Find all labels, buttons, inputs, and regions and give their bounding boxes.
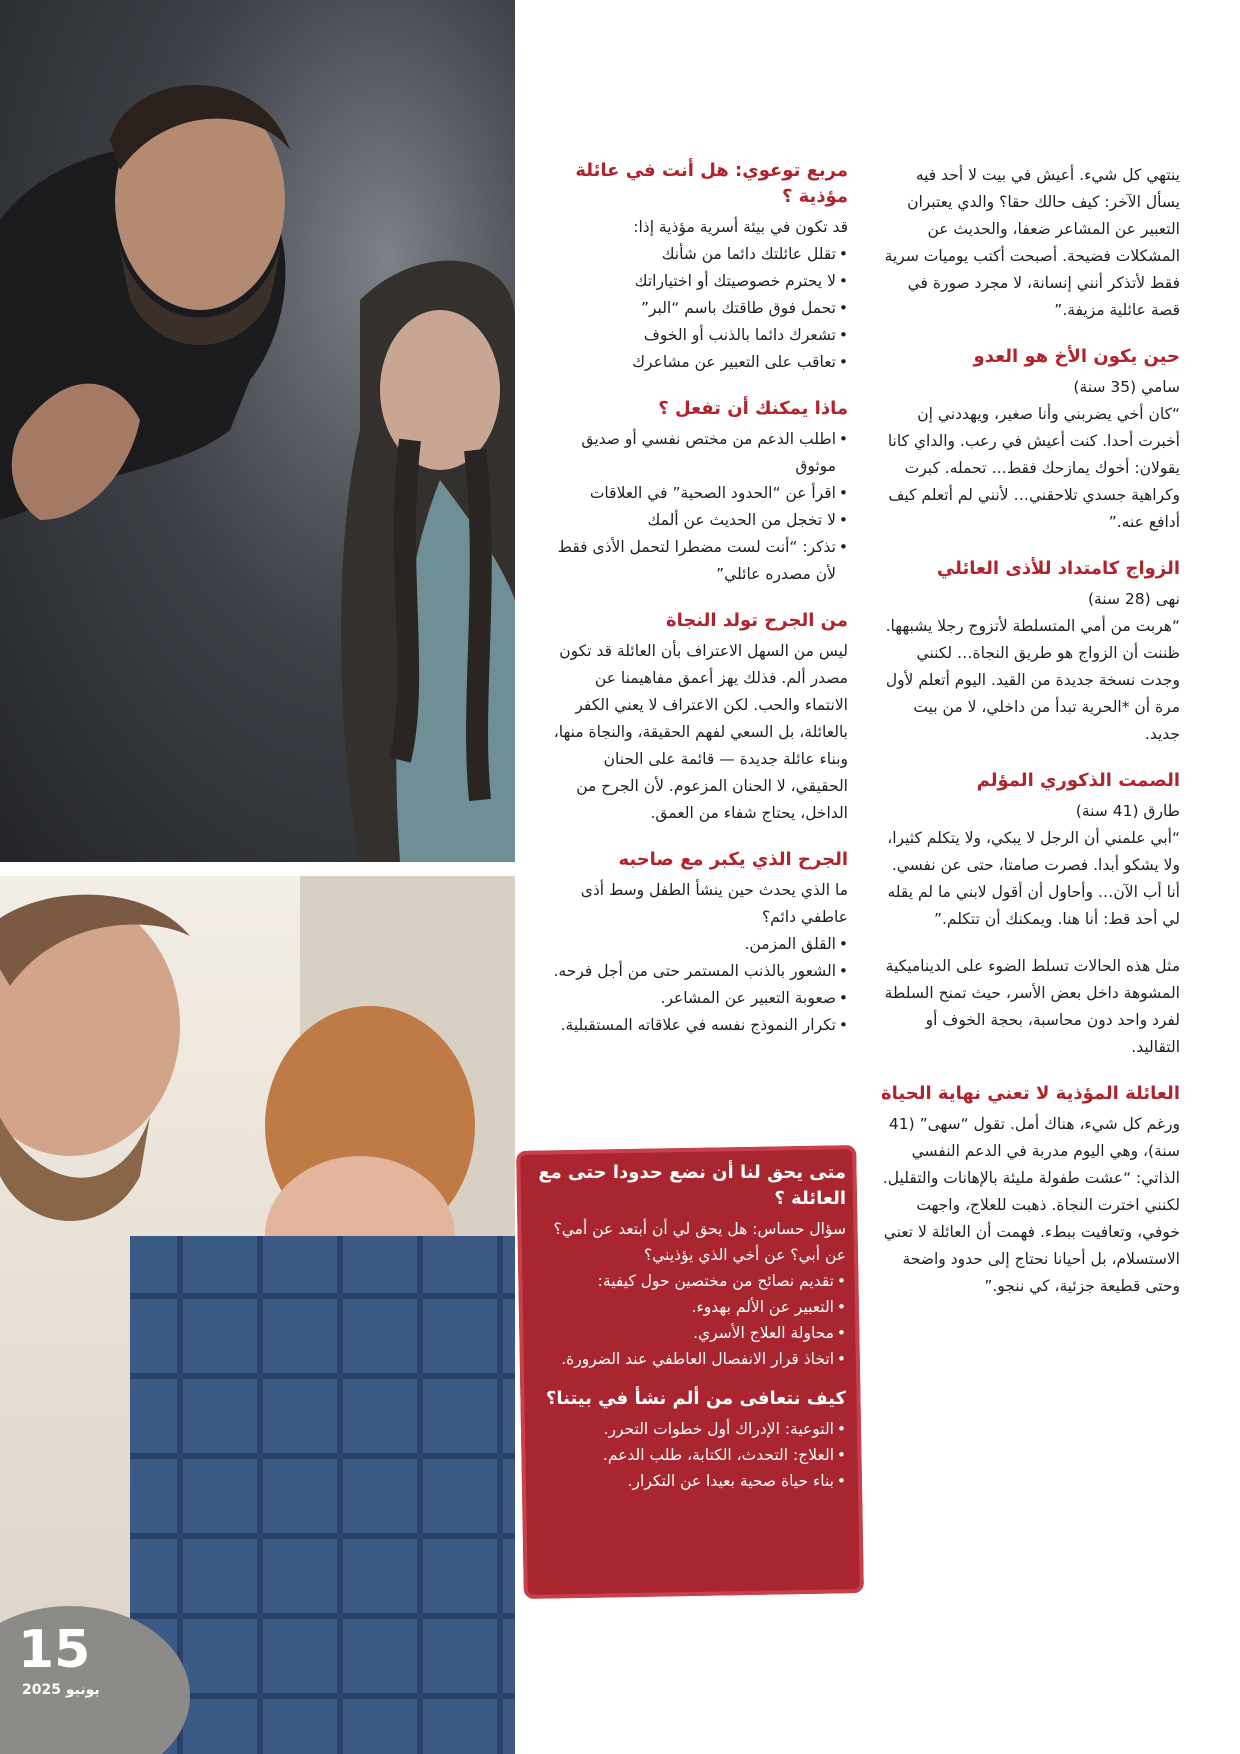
section-survival <box>553 608 848 827</box>
list-item: • تقلل عائلتك دائما من شأنك <box>553 241 848 268</box>
section-awareness-box <box>553 158 848 376</box>
list-item: • التعبير عن الألم بهدوء. <box>536 1294 846 1320</box>
section-growing-wound <box>553 847 848 1039</box>
list-item: • اقرأ عن “الحدود الصحية” في العلاقات <box>553 480 848 507</box>
bullet-list <box>536 1416 846 1494</box>
callout-title-2: كيف نتعافى من ألم نشأ في بيتنا؟ <box>545 1388 846 1409</box>
section-title: من الجرح تولد النجاة <box>665 610 848 631</box>
section-title: الصمت الذكوري المؤلم <box>976 770 1180 791</box>
list-item: • تعاقب على التعبير عن مشاعرك <box>553 349 848 376</box>
section-what-can-you-do <box>553 396 848 588</box>
bullet-list <box>553 426 848 588</box>
list-item: • القلق المزمن. <box>553 931 848 958</box>
list-item: • اتخاذ قرار الانفصال العاطفي عند الضرورة. <box>536 1346 846 1372</box>
bullet-list <box>553 241 848 376</box>
list-item: • صعوبة التعبير عن المشاعر. <box>553 985 848 1012</box>
callout-box <box>536 1160 846 1494</box>
callout-question: سؤال حساس: هل يحق لي أن أبتعد عن أمي؟ عن أبي؟ عن أخي الذي يؤذيني؟ <box>553 1220 846 1264</box>
list-item: • تحمل فوق طاقتك باسم “البر” <box>553 295 848 322</box>
list-item: • العلاج: التحدث، الكتابة، طلب الدعم. <box>536 1442 846 1468</box>
section-text: مثل هذه الحالات تسلط الضوء على الديناميكية المشوهة داخل بعض الأسر، حيث تمنح السلطة لفرد واحد دون محاسبة، بحجة الخوف أو التقاليد. <box>884 957 1180 1056</box>
section-text: ورغم كل شيء، هناك أمل. تقول “سهى” (41 سنة)، وهي اليوم مدربة في الدعم النفسي الذاتي: “عشت طفولة مليئة بالإهانات والتقليل. لكنني اخترت النجاة. ذهبت للعلاج، واجهت خوفي، وتعافيت ببطء. فهمت أن العائلة لا تعني الاستسلام، بل أحيانا نحتاج إلى حدود واضحة وحتى قطيعة جزئية، كي ننجو.” <box>882 1115 1180 1295</box>
section-title: حين يكون الأخ هو العدو <box>973 346 1180 367</box>
section-title: الزواج كامتداد للأذى العائلي <box>936 558 1180 579</box>
section-text: “كان أخي يضربني وأنا صغير، ويهددني إن أخبرت أحدا. كنت أعيش في رعب. والداي كانا يقولان: أخوك يمازحك فقط… تحمله. كبرت وكراهية جسدي تلاحقني… لأنني لم أتعلم كيف أدافع عنه.” <box>887 405 1180 531</box>
section-dynamics <box>880 953 1180 1061</box>
list-item: • تشعرك دائما بالذنب أو الخوف <box>553 322 848 349</box>
section-intro: ما الذي يحدث حين ينشأ الطفل وسط أذى عاطفي دائم؟ <box>580 881 848 926</box>
bullet-list <box>553 931 848 1039</box>
list-item: • اطلب الدعم من مختص نفسي أو صديق موثوق <box>553 426 848 480</box>
section-intro: قد تكون في بيئة أسرية مؤذية إذا: <box>633 218 848 236</box>
section-title: العائلة المؤذية لا تعني نهاية الحياة <box>881 1083 1180 1104</box>
list-item: • محاولة العلاج الأسري. <box>536 1320 846 1346</box>
person-name: طارق (41 سنة) <box>1075 802 1180 820</box>
callout-title: متى يحق لنا أن نضع حدودا حتى مع العائلة ؟ <box>538 1162 846 1209</box>
section-hope <box>880 1081 1180 1300</box>
section-text: ليس من السهل الاعتراف بأن العائلة قد تكون مصدر ألم. فذلك يهز أعمق مفاهيمنا عن الانتماء والحب. لكن الاعتراف لا يعني الكفر بالعائلة، بل السعي لفهم الحقيقة، والنجاة منها، وبناء عائلة جديدة — قائمة على الحنان الحقيقي، لا الحنان المزعوم. لأن الجرح من الداخل، يحتاج شفاء من العمق. <box>553 642 848 822</box>
person-name: سامي (35 سنة) <box>1073 378 1180 396</box>
section-title: ماذا يمكنك أن تفعل ؟ <box>658 398 848 419</box>
section-marriage <box>880 556 1180 748</box>
photo-illustration-top <box>0 0 515 862</box>
list-item: • لا تخجل من الحديث عن ألمك <box>553 507 848 534</box>
article-column-left <box>553 158 848 1059</box>
article-column-right <box>880 162 1180 1320</box>
section-continued-quote <box>880 162 1180 324</box>
section-title: الجرح الذي يكبر مع صاحبه <box>618 849 848 870</box>
person-name: نهى (28 سنة) <box>1087 590 1180 608</box>
section-brother-enemy <box>880 344 1180 536</box>
issue-date: يونيو 2025 <box>22 1682 100 1698</box>
section-text: “هربت من أمي المتسلطة لأتزوج رجلا يشبهها. ظننت أن الزواج هو طريق النجاة… لكنني وجدت نسخة جديدة من القيد. اليوم أتعلم لأول مرة أن *الحرية تبدأ من داخلي، لا من بيت جديد. <box>885 617 1180 743</box>
list-item: • تذكر: “أنت لست مضطرا لتحمل الأذى فقط لأن مصدره عائلي” <box>553 534 848 588</box>
list-item: • بناء حياة صحية بعيدا عن التكرار. <box>536 1468 846 1494</box>
section-text: “أبي علمني أن الرجل لا يبكي، ولا يتكلم كثيرا، ولا يشكو أبدا. فصرت صامتا، حتى عن نفسي. أنا أب الآن… وأحاول أن أقول لابني ما لم يقله لي أحد قط: أنا هنا. ويمكنك أن تتكلم.” <box>887 829 1180 928</box>
list-item: • تكرار النموذج نفسه في علاقاته المستقبلية. <box>553 1012 848 1039</box>
section-title: مربع توعوي: هل أنت في عائلة مؤذية ؟ <box>575 160 848 207</box>
page-number: 15 <box>18 1620 91 1680</box>
list-item: • لا يحترم خصوصيتك أو اختياراتك <box>553 268 848 295</box>
section-male-silence <box>880 768 1180 933</box>
section-text: ينتهي كل شيء. أعيش في بيت لا أحد فيه يسأل الآخر: كيف حالك حقا؟ والدي يعتبران التعبير عن المشاعر ضعفا، والحديث عن المشكلات فضيحة. أصبحت أكتب يوميات سرية فقط لأتذكر أنني إنسانة، لا مجرد صورة في قصة عائلية مزيفة.” <box>884 166 1180 319</box>
bullet-list <box>536 1268 846 1372</box>
photo-angry-father-and-girl <box>0 0 515 862</box>
list-item: • تقديم نصائح من مختصين حول كيفية: <box>536 1268 846 1294</box>
list-item: • التوعية: الإدراك أول خطوات التحرر. <box>536 1416 846 1442</box>
list-item: • الشعور بالذنب المستمر حتى من أجل فرحه. <box>553 958 848 985</box>
